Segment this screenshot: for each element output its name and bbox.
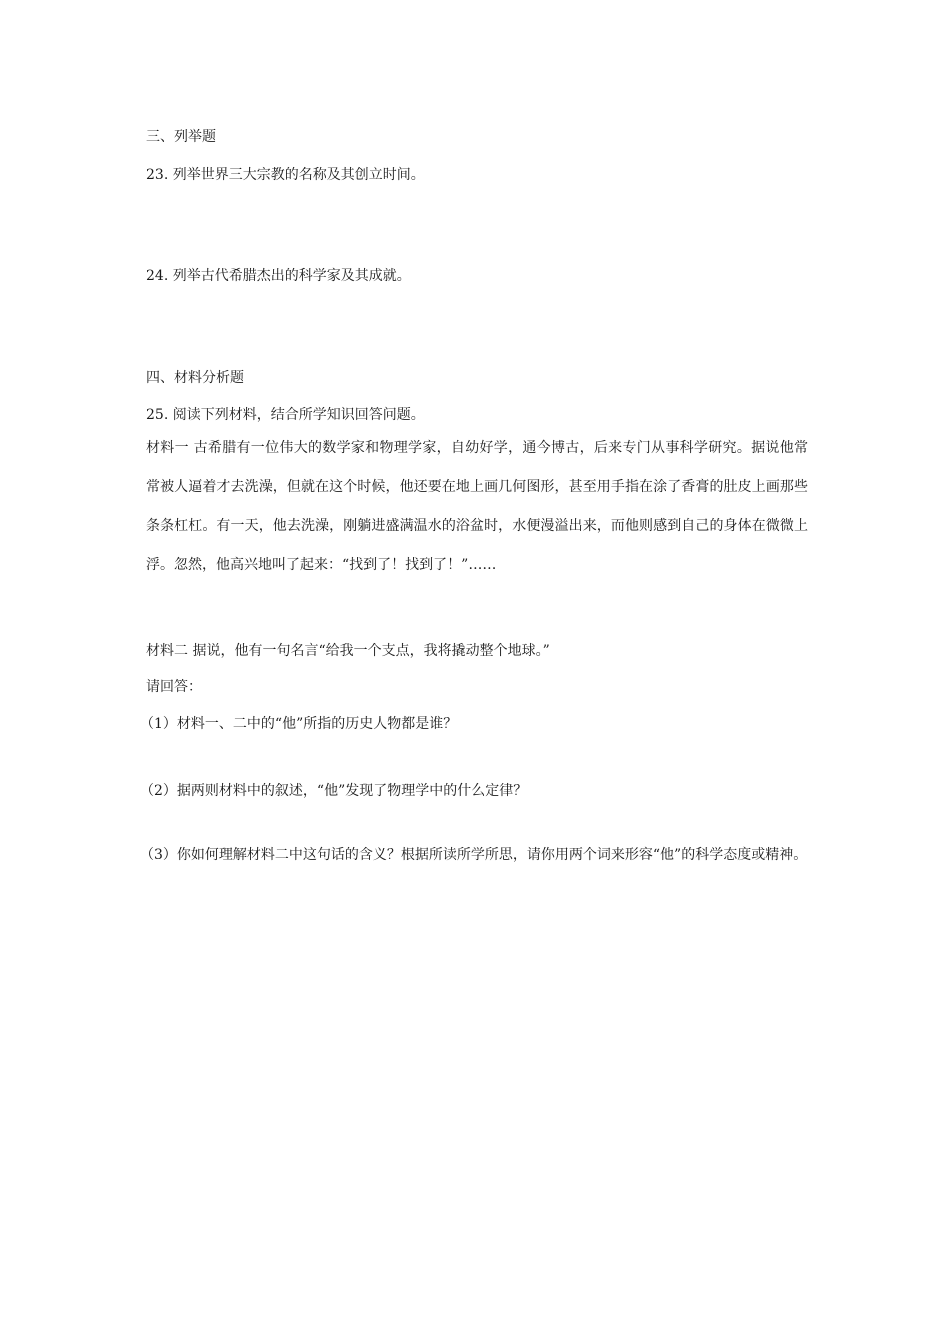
question-23: 23. 列举世界三大宗教的名称及其创立时间。 <box>146 167 425 183</box>
sub-question-2: （2）据两则材料中的叙述，“他”发现了物理学中的什么定律？ <box>140 783 528 799</box>
answer-prompt: 请回答： <box>146 679 202 695</box>
material-1-paragraph: 材料一 古希腊有一位伟大的数学家和物理学家，自幼好学，通今博古，后来专门从事科学研究。据说他常常被人逼着才去洗澡，但就在这个时候，他还要在地上画几何图形，甚至用手指在涂了香膏的肚皮上画那些条条杠杠。有一天，他去洗澡，刚躺进盛满温水的浴盆时，水便漫溢出来，而他则感到自己的身体在微微上浮。忽然，他高兴地叫了起来：“找到了！找到了！”…… <box>146 440 808 573</box>
section-4-heading: 四、材料分析题 <box>146 370 244 386</box>
section-3-heading: 三、列举题 <box>146 129 216 145</box>
sub-question-3-paragraph: （3）你如何理解材料二中这句话的含义？根据所读所学所思，请你用两个词来形容“他”的科学态度或精神。 <box>140 847 808 863</box>
question-24: 24. 列举古代希腊杰出的科学家及其成就。 <box>146 268 411 284</box>
question-25: 25. 阅读下列材料，结合所学知识回答问题。 <box>146 407 425 423</box>
material-2-paragraph: 材料二 据说，他有一句名言“给我一个支点，我将撬动整个地球。” <box>146 643 550 659</box>
sub-question-1: （1）材料一、二中的“他”所指的历史人物都是谁？ <box>140 716 458 732</box>
